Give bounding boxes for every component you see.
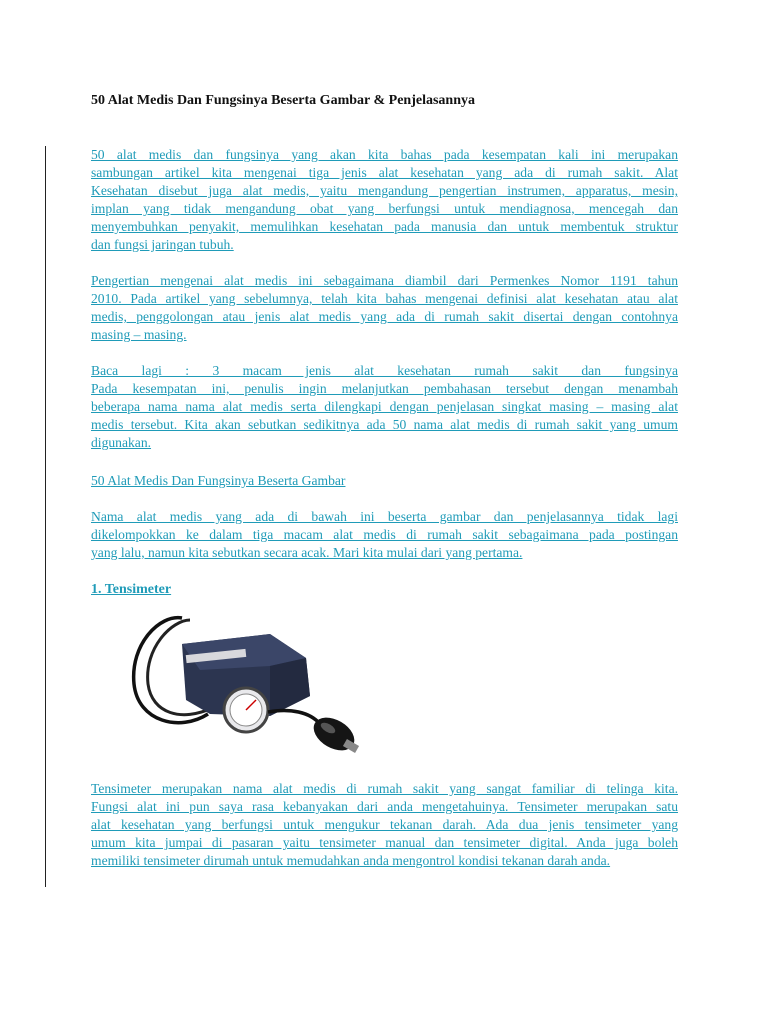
paragraph-line: medis tersebut. Kita akan sebutkan sedikitnya ada 50 nama alat medis di rumah sakit yang umum bbox=[91, 417, 678, 432]
sphygmomanometer-image bbox=[120, 604, 376, 764]
paragraph-line: Nama alat medis yang ada di bawah ini beserta gambar dan penjelasannya tidak lagi bbox=[91, 509, 678, 524]
section-heading-tensimeter[interactable]: 1. Tensimeter bbox=[91, 582, 172, 597]
margin-change-bar bbox=[45, 146, 46, 887]
paragraph-line: dikelompokkan ke dalam tiga macam alat medis di rumah sakit sebagaimana pada postingan bbox=[91, 527, 678, 542]
paragraph-line: medis, penggolongan atau jenis alat medis yang ada di rumah sakit disertai dengan contohnya bbox=[91, 309, 678, 324]
paragraph-subtitle-link[interactable] bbox=[91, 472, 678, 490]
paragraph-tensimeter-description[interactable] bbox=[91, 780, 678, 870]
paragraph-line: Pada kesempatan ini, penulis ingin melanjutkan pembahasan tersebut dengan menambah bbox=[91, 381, 678, 396]
paragraph-line: umum kita jumpai di pasaran yaitu tensimeter manual dan tensimeter digital. Anda juga boleh bbox=[91, 835, 678, 850]
paragraph-line: memiliki tensimeter dirumah untuk memudahkan anda mengontrol kondisi tekanan darah anda. bbox=[91, 853, 611, 868]
paragraph-line: Baca lagi : 3 macam jenis alat kesehatan rumah sakit dan fungsinya bbox=[91, 363, 678, 378]
paragraph-line: menyembuhkan penyakit, memulihkan kesehatan pada manusia dan untuk membentuk struktur bbox=[91, 219, 678, 234]
paragraph-line: dan fungsi jaringan tubuh. bbox=[91, 237, 234, 252]
paragraph-list-intro[interactable] bbox=[91, 508, 678, 562]
document-title: 50 Alat Medis Dan Fungsinya Beserta Gambar & Penjelasannya bbox=[91, 93, 475, 108]
paragraph-line: 50 alat medis dan fungsinya yang akan kita bahas pada kesempatan kali ini merupakan bbox=[91, 147, 678, 162]
paragraph-continuation[interactable] bbox=[91, 362, 678, 452]
paragraph-line: yang lalu, namun kita sebutkan secara acak. Mari kita mulai dari yang pertama. bbox=[91, 545, 523, 560]
paragraph-line: digunakan. bbox=[91, 435, 152, 450]
paragraph-definition[interactable] bbox=[91, 272, 678, 344]
paragraph-line: Fungsi alat ini pun saya rasa kebanyakan dari anda mengetahuinya. Tensimeter merupakan satu bbox=[91, 799, 678, 814]
paragraph-line: Pengertian mengenai alat medis ini sebagaimana diambil dari Permenkes Nomor 1191 tahun bbox=[91, 273, 678, 288]
paragraph-line: 2010. Pada artikel yang sebelumnya, telah kita bahas mengenai definisi alat kesehatan atau alat bbox=[91, 291, 678, 306]
paragraph-intro[interactable] bbox=[91, 146, 678, 254]
paragraph-line: alat kesehatan yang berfungsi untuk mengukur tekanan darah. Ada dua jenis tensimeter yang bbox=[91, 817, 678, 832]
paragraph-line: Kesehatan disebut juga alat medis, yaitu mengandung pengertian instrumen, apparatus, mesin, bbox=[91, 183, 678, 198]
paragraph-line: implan yang tidak mengandung obat yang berfungsi untuk mendiagnosa, mencegah dan bbox=[91, 201, 678, 216]
paragraph-line: Tensimeter merupakan nama alat medis di rumah sakit yang sangat familiar di telinga kita. bbox=[91, 781, 678, 796]
paragraph-line: beberapa nama nama alat medis serta dilengkapi dengan penjelasan singkat masing – masing alat bbox=[91, 399, 678, 414]
paragraph-line: masing – masing. bbox=[91, 327, 187, 342]
paragraph-line: 50 Alat Medis Dan Fungsinya Beserta Gambar bbox=[91, 473, 346, 488]
paragraph-line: sambungan artikel kita mengenai tiga jenis alat kesehatan yang ada di rumah sakit. Alat bbox=[91, 165, 678, 180]
